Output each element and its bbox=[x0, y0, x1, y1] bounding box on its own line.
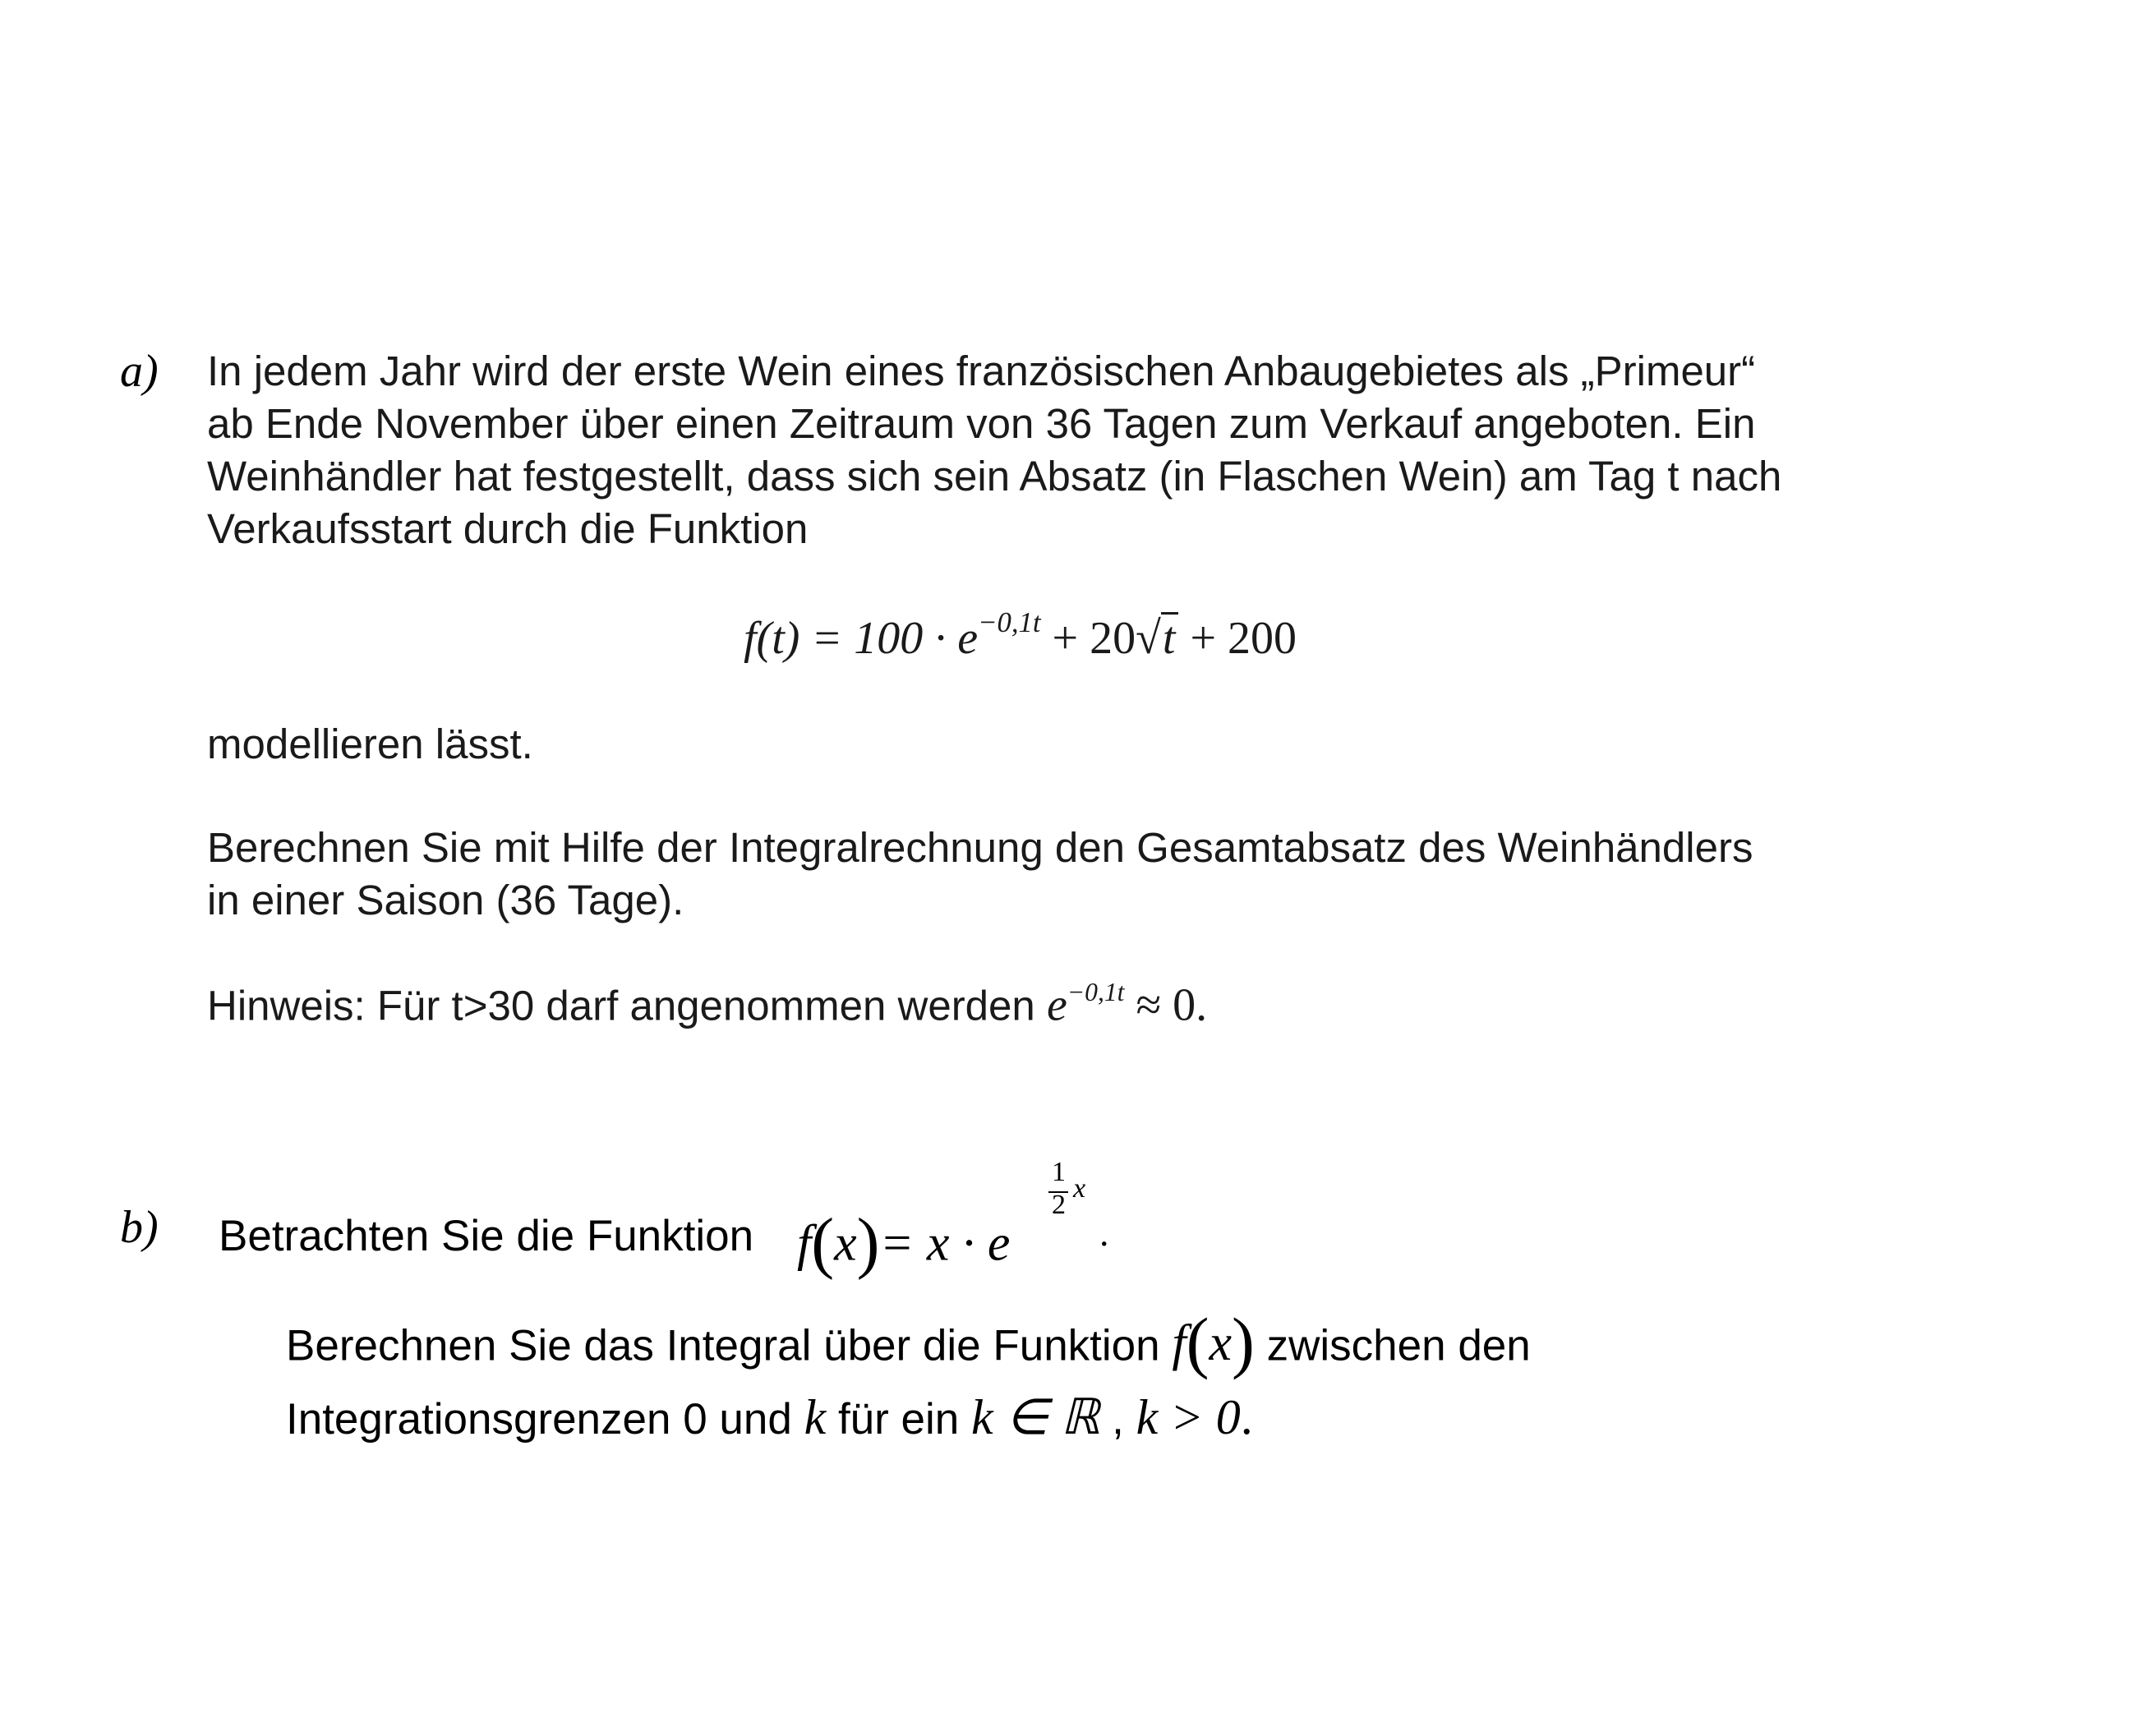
hint-line bbox=[207, 978, 1207, 1032]
paragraph-line: ab Ende November über einen Zeitraum von 36 Tagen zum Verkauf angeboten. Ein bbox=[207, 400, 1756, 447]
exponent-variable: x bbox=[1073, 1173, 1086, 1204]
paragraph-line: Weinhändler hat festgestellt, dass sich sein Absatz (in Flaschen Wein) am Tag t nach bbox=[207, 453, 1782, 500]
formula-rhs-post: + 200 bbox=[1178, 613, 1297, 665]
function-variable: x bbox=[834, 1215, 857, 1272]
formula-lhs: f(t) = 100 · e bbox=[744, 613, 979, 665]
formula-end-period: . bbox=[1099, 1212, 1109, 1254]
sqrt-argument: t bbox=[1161, 612, 1179, 663]
paragraph-line: In jedem Jahr wird der erste Wein eines französischen Anbaugebietes als „Primeur“ bbox=[207, 348, 1756, 394]
paragraph-line: Berechnen Sie mit Hilfe der Integralrechnung den Gesamtabsatz des Weinhändlers bbox=[207, 824, 1753, 871]
part-b-marker: b) bbox=[120, 1202, 159, 1253]
part-a-marker: a) bbox=[120, 346, 159, 397]
part-b-line-2 bbox=[286, 1303, 1531, 1383]
line3-text-mid: für ein bbox=[837, 1395, 960, 1444]
sqrt-sign: √ bbox=[1136, 613, 1161, 665]
paragraph-line: Verkaufsstart durch die Funktion bbox=[207, 505, 809, 552]
line3-end: . bbox=[1240, 1390, 1253, 1444]
line2-text-post: zwischen den bbox=[1266, 1321, 1531, 1370]
exponent-denominator: 2 bbox=[1052, 1190, 1066, 1220]
line3-condition: k > 0 bbox=[1136, 1390, 1241, 1444]
hint-math-base: e bbox=[1046, 979, 1067, 1031]
line2-function: f(x) bbox=[1172, 1305, 1255, 1381]
hint-text: Hinweis: Für t>30 darf angenommen werden bbox=[207, 982, 1047, 1029]
hint-math-tail: ≈ 0. bbox=[1124, 979, 1208, 1031]
hint-math-exponent: −0,1t bbox=[1067, 978, 1125, 1006]
line3-set-membership: k ∈ ℝ bbox=[971, 1390, 1100, 1444]
part-b-intro: Betrachten Sie die Funktion bbox=[219, 1212, 754, 1260]
part-b-line-3 bbox=[286, 1388, 1253, 1446]
paragraph-line: in einer Saison (36 Tage). bbox=[207, 877, 684, 923]
line3-k: k bbox=[804, 1390, 827, 1444]
line3-text-pre: Integrationsgrenzen 0 und bbox=[286, 1395, 792, 1444]
after-formula-text: modellieren lässt. bbox=[207, 721, 533, 767]
formula-f-of-t bbox=[744, 606, 1297, 665]
line3-comma: , bbox=[1112, 1395, 1124, 1444]
part-a-intro-paragraph bbox=[207, 345, 1781, 555]
task-paragraph bbox=[207, 822, 1753, 927]
formula-rhs-pre: + 20 bbox=[1040, 613, 1136, 665]
line2-text-pre: Berechnen Sie das Integral über die Funktion bbox=[286, 1321, 1160, 1370]
formula-exponent: −0,1t bbox=[978, 606, 1041, 638]
exponent-numerator: 1 bbox=[1052, 1157, 1066, 1187]
function-body: = x · e bbox=[879, 1215, 1011, 1272]
function-name: f bbox=[797, 1215, 812, 1272]
